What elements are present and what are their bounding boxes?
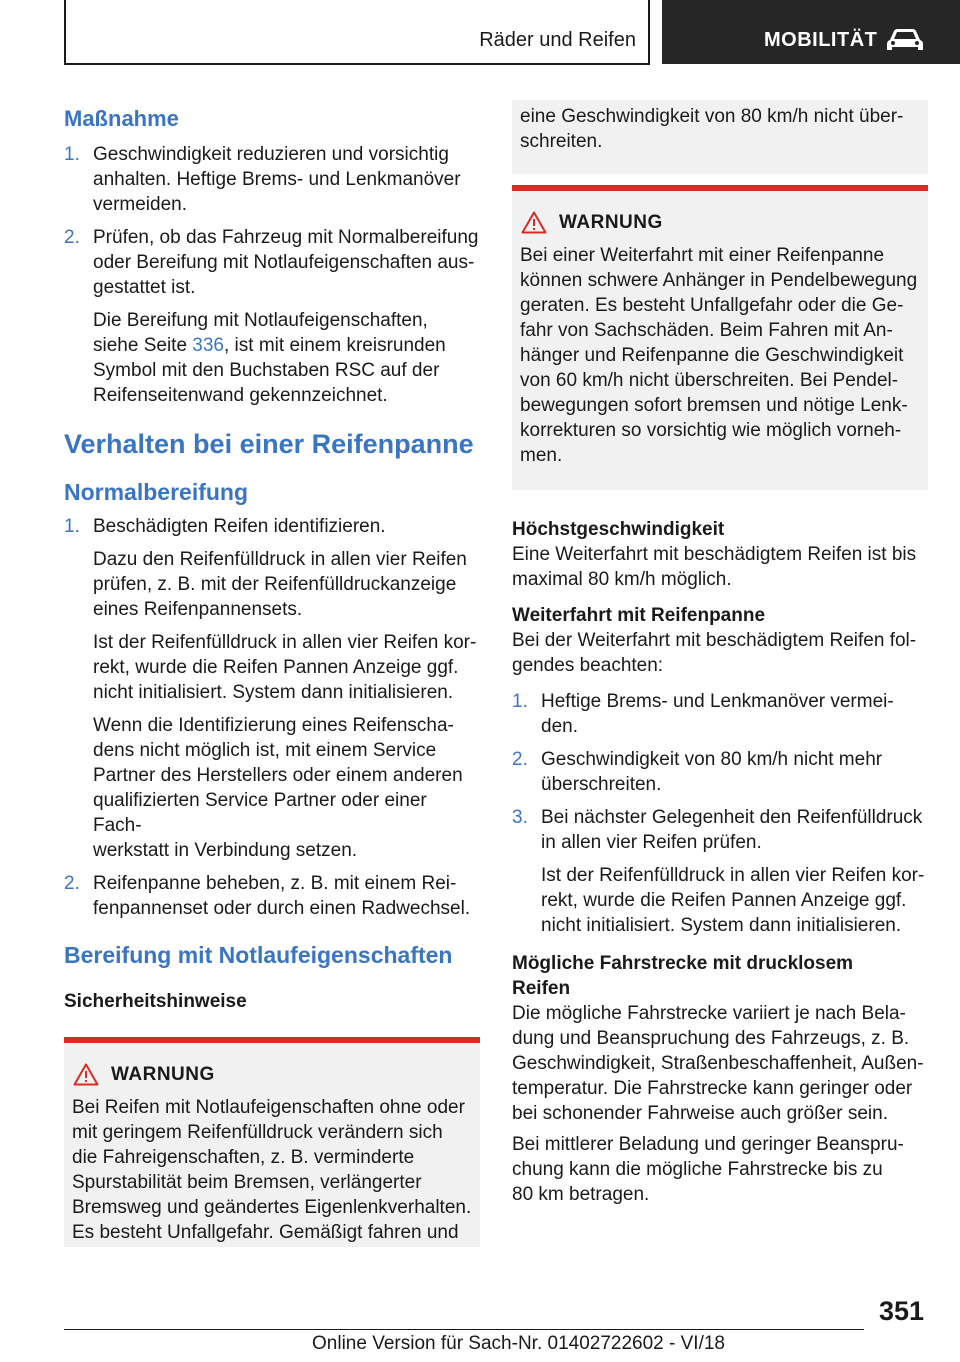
heading-continue-driving: Weiterfahrt mit Reifenpanne xyxy=(512,605,766,626)
heading-line: Mögliche Fahrstrecke mit drucklosem xyxy=(512,953,854,974)
list-subparagraph xyxy=(64,713,480,863)
list-text: in allen vier Reifen prüfen. xyxy=(541,832,762,853)
paragraph-line: mit geringem Reifenfülldruck verändern sich xyxy=(72,1122,443,1143)
list-subparagraph xyxy=(64,308,480,408)
paragraph-line: men. xyxy=(520,445,563,466)
list-item xyxy=(512,805,928,855)
list-number: 2. xyxy=(64,227,80,248)
list-subparagraph xyxy=(512,863,928,938)
paragraph-line: Die mögliche Fahrstrecke variiert je nach Bela- xyxy=(512,1003,906,1024)
paragraph-line: dung und Beanspruchung des Fahrzeugs, z. B. xyxy=(512,1028,910,1049)
paragraph-line: Ist der Reifenfülldruck in allen vier Reifen kor- xyxy=(93,632,477,653)
heading-normalbereifung: Normalbereifung xyxy=(64,479,249,505)
list-text: Geschwindigkeit reduzieren und vorsichtig xyxy=(93,144,449,165)
paragraph-line: qualifizierten Service Partner oder einer Fach- xyxy=(93,790,427,836)
list-text: Prüfen, ob das Fahrzeug mit Normalbereifung xyxy=(93,227,479,248)
heading-line: Reifen xyxy=(512,978,571,999)
section-title: Räder und Reifen xyxy=(479,29,636,51)
warning-continuation-box xyxy=(512,100,928,174)
paragraph-line: maximal 80 km/h möglich. xyxy=(512,569,732,590)
list-number: 3. xyxy=(512,807,528,828)
footer-online-version: Online Version für Sach-Nr. 01402722602 - VI/18 xyxy=(312,1333,725,1354)
list-text: oder Bereifung mit Notlaufeigenschaften aus- xyxy=(93,252,475,273)
list-number: 1. xyxy=(64,144,80,165)
paragraph-line: rekt, wurde die Reifen Pannen Anzeige ggf. xyxy=(93,657,459,678)
paragraph-line: rekt, wurde die Reifen Pannen Anzeige ggf. xyxy=(541,890,907,911)
paragraph-line: bewegungen sofort bremsen und nötige Lenk- xyxy=(520,395,908,416)
list-item xyxy=(64,225,480,300)
list-item xyxy=(512,689,928,739)
paragraph-line: korrekturen so vorsichtig wie möglich vorneh- xyxy=(520,420,902,441)
paragraph-line: 80 km betragen. xyxy=(512,1184,650,1205)
paragraph-line: Bremsweg und geändertes Eigenlenkverhalten. xyxy=(72,1197,472,1218)
list-text: Reifenpanne beheben, z. B. mit einem Rei- xyxy=(93,873,457,894)
paragraph xyxy=(512,542,928,592)
paragraph-line: Partner des Herstellers oder einem anderen xyxy=(93,765,463,786)
heading-main: Verhalten bei einer Reifenpanne xyxy=(64,429,474,459)
paragraph xyxy=(512,1001,928,1126)
car-icon xyxy=(884,26,926,54)
paragraph-line: prüfen, z. B. mit der Reifenfülldruckanzeige xyxy=(93,574,457,595)
paragraph-line: geraten. Es besteht Unfallgefahr oder die Ge- xyxy=(520,295,904,316)
right-column xyxy=(512,100,928,1207)
warning-header xyxy=(64,1063,480,1091)
heading-runflat: Bereifung mit Notlaufeigenschaften xyxy=(64,942,453,968)
warning-text xyxy=(512,102,928,154)
warning-box xyxy=(64,1037,480,1247)
paragraph-line: Es besteht Unfallgefahr. Gemäßigt fahren und xyxy=(72,1222,459,1243)
chapter-label: MOBILITÄT xyxy=(764,29,878,51)
heading-safety: Sicherheitshinweise xyxy=(64,991,247,1012)
paragraph-line: Dazu den Reifenfülldruck in allen vier Reifen xyxy=(93,549,467,570)
warning-title: WARNUNG xyxy=(111,1064,215,1085)
paragraph-line: Reifenseitenwand gekennzeichnet. xyxy=(93,385,388,406)
paragraph-line: Bei Reifen mit Notlaufeigenschaften ohne oder xyxy=(72,1097,465,1118)
header-divider xyxy=(648,0,650,64)
warning-text xyxy=(512,239,928,468)
list-text: gestattet ist. xyxy=(93,277,196,298)
footer-rule xyxy=(64,1329,864,1330)
header-bottom-rule xyxy=(64,63,650,65)
paragraph-line: eine Geschwindigkeit von 80 km/h nicht über- xyxy=(520,106,904,127)
list-text: vermeiden. xyxy=(93,194,187,215)
paragraph-line: Geschwindigkeit, Straßenbeschaffenheit, Außen- xyxy=(512,1053,924,1074)
paragraph-line: Die Bereifung mit Notlaufeigenschaften, xyxy=(93,310,428,331)
paragraph-line: werkstatt in Verbindung setzen. xyxy=(93,840,358,861)
list-subparagraph xyxy=(64,630,480,705)
list-number: 2. xyxy=(64,873,80,894)
paragraph-line: Eine Weiterfahrt mit beschädigtem Reifen ist bis xyxy=(512,544,917,565)
warning-text xyxy=(64,1091,480,1245)
paragraph-line: Symbol mit den Buchstaben RSC auf der xyxy=(93,360,440,381)
list-text: Geschwindigkeit von 80 km/h nicht mehr xyxy=(541,749,883,770)
paragraph-line: nicht initialisiert. System dann initialisieren. xyxy=(541,915,902,936)
paragraph-line: schreiten. xyxy=(520,131,603,152)
paragraph-line: Bei mittlerer Beladung und geringer Beanspru- xyxy=(512,1134,904,1155)
list-item xyxy=(64,871,480,921)
page-reference-link[interactable]: 336 xyxy=(192,335,224,356)
warning-icon xyxy=(73,1063,99,1086)
paragraph-line: hänger und Reifenpanne die Geschwindigkeit xyxy=(520,345,904,366)
paragraph xyxy=(512,1132,928,1207)
list-number: 1. xyxy=(512,691,528,712)
list-text: Beschädigten Reifen identifizieren. xyxy=(93,516,386,537)
paragraph-line: chung kann die mögliche Fahrstrecke bis zu xyxy=(512,1159,883,1180)
warning-box xyxy=(512,185,928,490)
paragraph-line: von 60 km/h nicht überschreiten. Bei Pendel- xyxy=(520,370,899,391)
heading-range xyxy=(512,951,928,1001)
list-item xyxy=(64,514,480,539)
paragraph-line: eines Reifenpannensets. xyxy=(93,599,303,620)
warning-bar xyxy=(512,185,928,191)
page-number: 351 xyxy=(878,1296,924,1326)
heading-massnahme: Maßnahme xyxy=(64,106,179,131)
list-number: 1. xyxy=(64,516,80,537)
paragraph-line: nicht initialisiert. System dann initialisieren. xyxy=(93,682,454,703)
paragraph-line: die Fahreigenschaften, z. B. verminderte xyxy=(72,1147,415,1168)
paragraph-line: temperatur. Die Fahrstrecke kann geringer oder xyxy=(512,1078,913,1099)
warning-bar xyxy=(64,1037,480,1043)
paragraph-line: können schwere Anhänger in Pendelbewegung xyxy=(520,270,918,291)
list-number: 2. xyxy=(512,749,528,770)
paragraph-line: Ist der Reifenfülldruck in allen vier Reifen kor- xyxy=(541,865,925,886)
left-column xyxy=(64,100,480,1247)
list-item xyxy=(512,747,928,797)
paragraph xyxy=(512,628,928,678)
list-text: anhalten. Heftige Brems- und Lenkmanöver xyxy=(93,169,461,190)
list-text: fenpannenset oder durch einen Radwechsel. xyxy=(93,898,471,919)
paragraph-line: fahr von Sachschäden. Beim Fahren mit An- xyxy=(520,320,893,341)
list-text: Heftige Brems- und Lenkmanöver vermei- xyxy=(541,691,894,712)
warning-icon xyxy=(521,211,547,234)
paragraph-line: bei schonender Fahrweise auch größer sein. xyxy=(512,1103,888,1124)
paragraph-line: Bei einer Weiterfahrt mit einer Reifenpanne xyxy=(520,245,885,266)
paragraph-line: Spurstabilität beim Bremsen, verlängerter xyxy=(72,1172,422,1193)
list-item xyxy=(64,142,480,217)
list-subparagraph xyxy=(64,547,480,622)
list-text: den. xyxy=(541,716,578,737)
warning-title: WARNUNG xyxy=(559,212,663,233)
heading-max-speed: Höchstgeschwindigkeit xyxy=(512,519,725,540)
list-text: Bei nächster Gelegenheit den Reifenfülldruck xyxy=(541,807,923,828)
paragraph-line: gendes beachten: xyxy=(512,655,664,676)
warning-header xyxy=(512,211,928,239)
paragraph-line: Bei der Weiterfahrt mit beschädigtem Reifen fol- xyxy=(512,630,917,651)
header-left-rule xyxy=(64,0,66,64)
paragraph-line: Wenn die Identifizierung eines Reifenscha- xyxy=(93,715,454,736)
list-text: überschreiten. xyxy=(541,774,662,795)
paragraph-line: dens nicht möglich ist, mit einem Service xyxy=(93,740,437,761)
paragraph-line: siehe Seite 336, ist mit einem kreisrunden xyxy=(93,335,446,356)
